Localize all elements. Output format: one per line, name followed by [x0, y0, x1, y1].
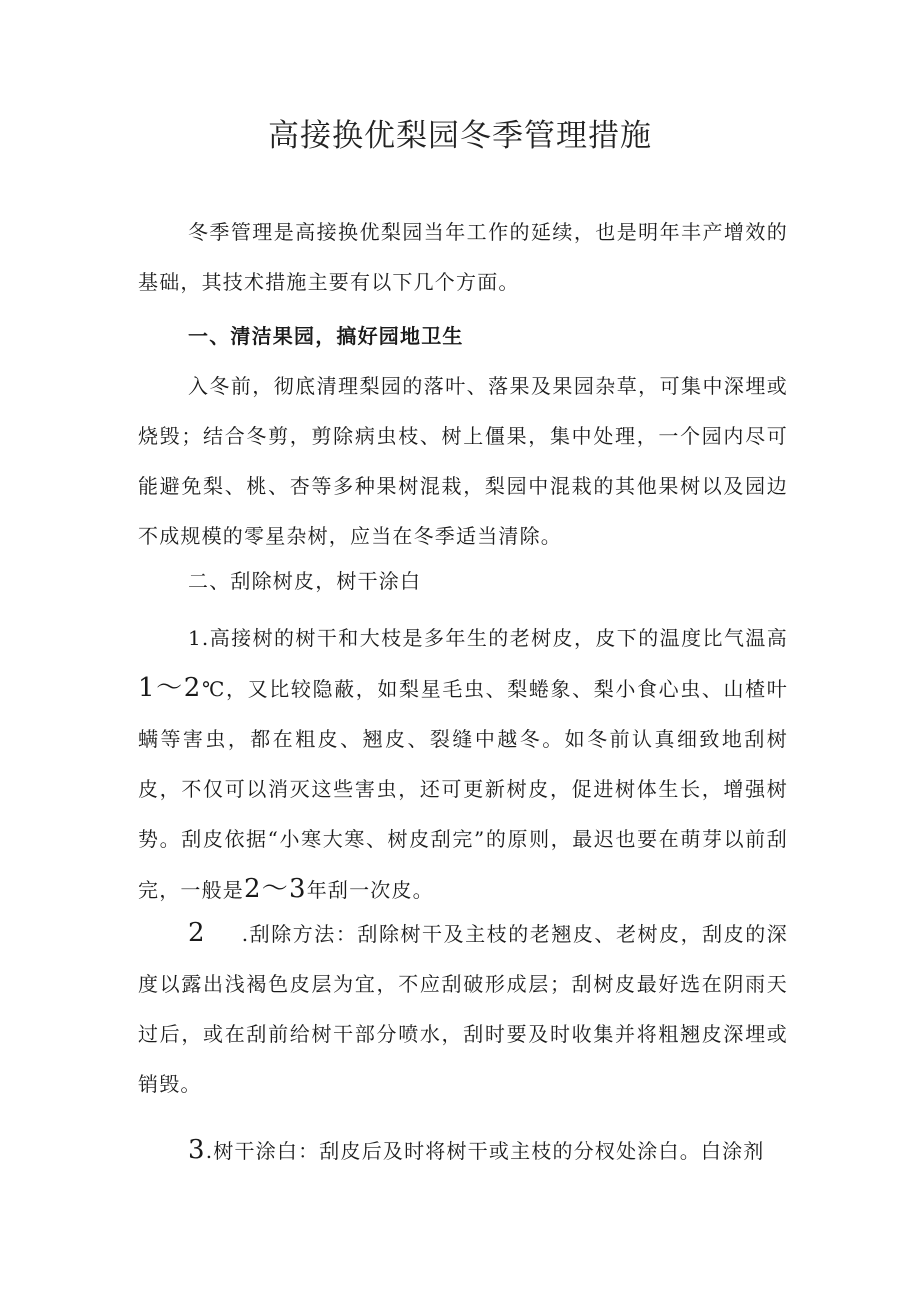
item2-text: .刮除方法：刮除树干及主枝的老翘皮、老树皮，刮皮的深度以露出浅褐色皮层为宜，不应刮破形成层；刮树皮最好选在阴雨天过后，或在刮前给树干部分喷水，刮时要及时收集并将粗翘皮深埋或销毁。	[138, 922, 788, 1096]
item3-paragraph	[138, 1125, 788, 1176]
item2-paragraph	[138, 908, 788, 1109]
document-title: 高接换优梨园冬季管理措施	[268, 118, 652, 154]
intro-paragraph: 冬季管理是高接换优梨园当年工作的延续，也是明年丰产增效的基础，其技术措施主要有以下几个方面。	[138, 220, 788, 294]
item1-text-b: ℃，又比较隐蔽，如梨星毛虫、梨蜷象、梨小食心虫、山楂叶螨等害虫，都在粗皮、翘皮、裂缝中越冬。如冬前认真细致地刮树皮，不仅可以消灭这些害虫，还可更新树皮，促进树体生长，增强树势。刮皮依据“小寒大寒、树皮刮完”的原则，最迟也要在萌芽以前刮完，一般是	[138, 677, 789, 902]
item1-text-a: 高接树的树干和大枝是多年生的老树皮，皮下的温度比气温高	[209, 626, 788, 650]
item1-text-c: 年刮一次皮。	[306, 878, 434, 902]
section-heading-2: 二、刮除树皮，树干涂白	[188, 569, 422, 593]
section-heading-1: 一、清洁果园，搞好园地卫生	[188, 324, 464, 348]
item3-number: 3	[188, 1135, 206, 1165]
section1-paragraph: 入冬前，彻底清理梨园的落叶、落果及果园杂草，可集中深埋或烧毁；结合冬剪，剪除病虫枝、树上僵果，集中处理，一个园内尽可能避免梨、桃、杏等多种果树混栽，梨园中混栽的其他果树以及园边不成规模的零星杂树，应当在冬季适当清除。	[138, 374, 788, 548]
item1-years-range: 2～3	[244, 874, 307, 904]
item2-number: 2	[188, 918, 206, 948]
item1-paragraph	[138, 613, 788, 915]
item1-number: 1.	[188, 626, 210, 650]
item1-temp-range: 1～2	[138, 673, 202, 703]
item3-text: .树干涂白：刮皮后及时将树干或主枝的分杈处涂白。白涂剂	[205, 1139, 765, 1163]
